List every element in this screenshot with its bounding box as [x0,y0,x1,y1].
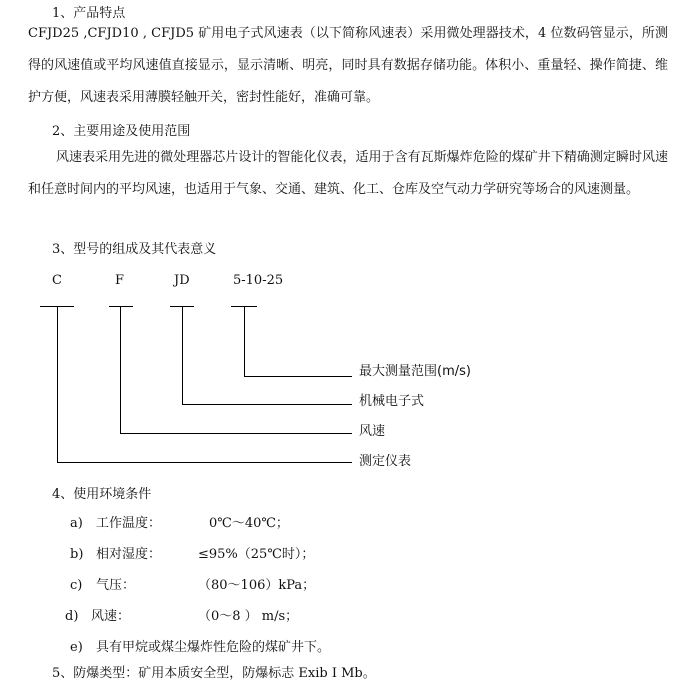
condition-d-value: （0～8 ） m/s； [198,609,299,624]
condition-d-label: 风速： [91,609,131,624]
section-3-heading: 3、型号的组成及其代表意义 [52,242,217,257]
condition-a-label: 工作温度： [96,516,162,531]
meaning-c: 测定仪表 [359,454,412,469]
model-code-range: 5-10-25 [233,273,284,288]
condition-b-value: ≤95%（25℃时）； [198,547,315,562]
condition-c-key: c) [70,578,83,593]
condition-d-key: d) [65,609,79,624]
condition-c-value: （80～106）kPa； [198,578,316,593]
condition-e-key: e) [70,640,83,655]
model-code-c: C [52,273,62,288]
condition-b-key: b) [70,547,84,562]
meaning-f: 风速 [359,424,386,439]
meaning-range: 最大测量范围(m/s) [359,364,471,379]
section-4-heading: 4、使用环境条件 [52,487,152,502]
section-2-body: 风速表采用先进的微处理器芯片设计的智能化仪表，适用于含有瓦斯爆炸危险的煤矿井下精确测定瞬时风速和任意时间内的平均风速，也适用于气象、交通、建筑、化工、仓库及空气动力学研究等场合的风速测量。 [28,150,668,197]
model-code-jd: JD [174,273,190,288]
condition-e-label: 具有甲烷或煤尘爆炸性危险的煤矿井下。 [96,640,331,655]
model-code-f: F [115,273,125,288]
section-5-heading: 5、防爆类型：矿用本质安全型，防爆标志 Exib I Mb。 [52,666,376,681]
section-1-body: CFJD25 ,CFJD10 , CFJD5 矿用电子式风速表（以下简称风速表）采用微处理器技术，4 位数码管显示，所测得的风速值或平均风速值直接显示，显示清晰、明亮，同时具有数据存储功能。体积小、重量轻、操作简捷、维护方便，风速表采用薄膜轻触开关，密封性能好，准确可靠。 [28,26,668,105]
condition-a-value: 0℃～40℃； [209,516,289,531]
section-1-heading: 1、产品特点 [52,6,126,21]
condition-b-label: 相对湿度： [96,547,162,562]
meaning-jd: 机械电子式 [359,394,425,409]
condition-c-label: 气压： [96,578,136,593]
condition-a-key: a) [70,516,83,531]
section-2-heading: 2、主要用途及使用范围 [52,124,191,139]
